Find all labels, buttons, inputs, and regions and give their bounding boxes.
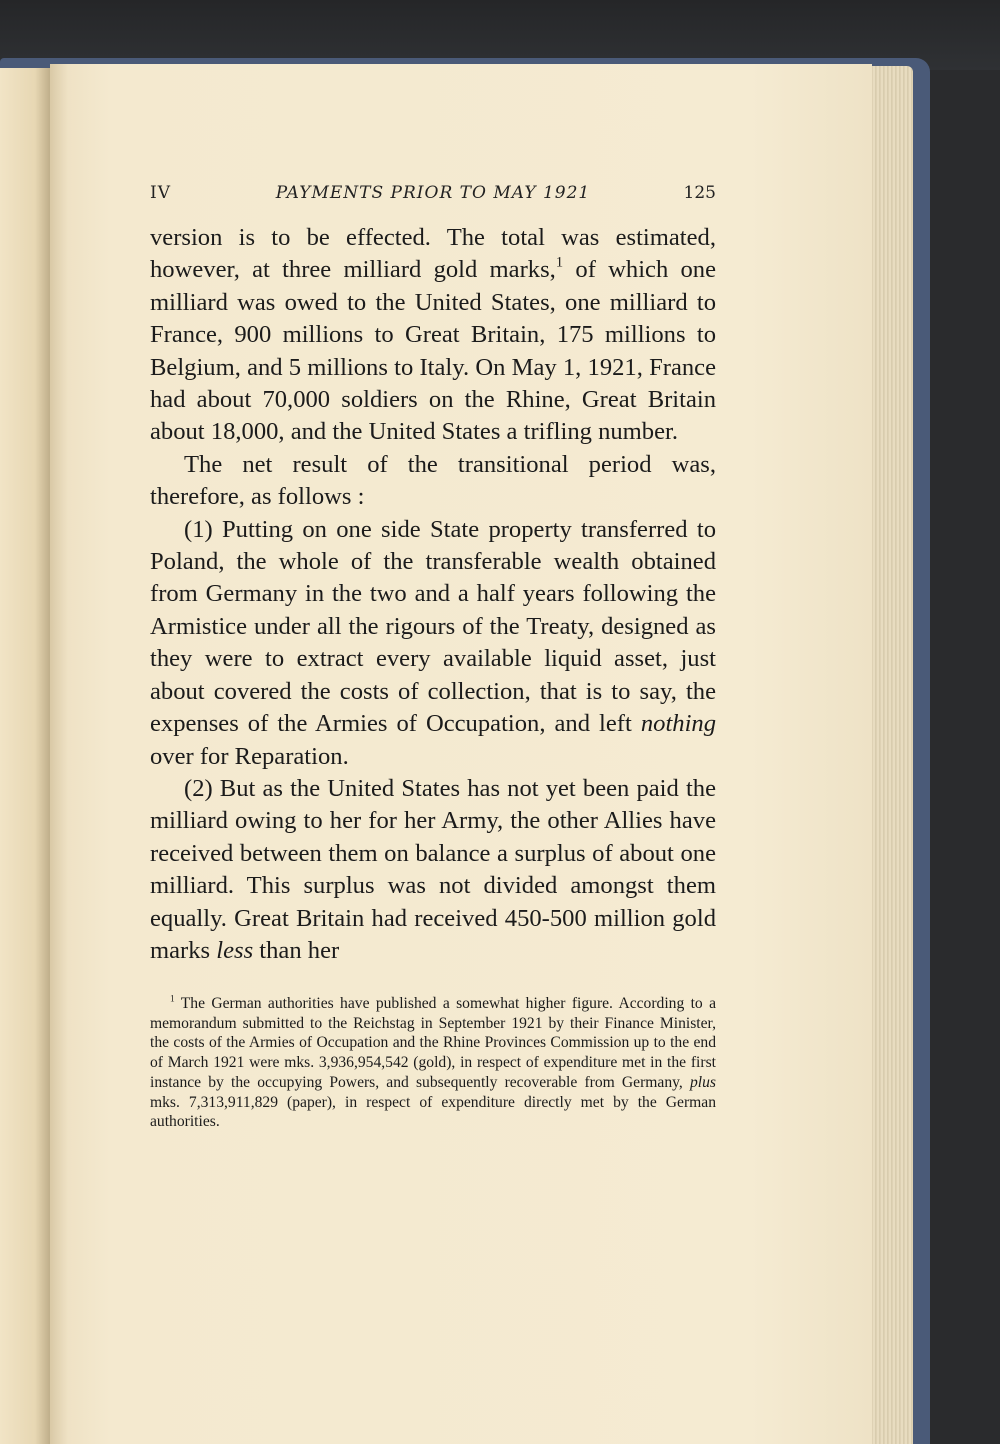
- body-text: [150, 222, 716, 967]
- p4-text-a: (2) But as the United States has not yet been paid the milliard owing to her for her Army, the other Allies have received between them on balance a surplus of about one milliard. This surplus was not divided amongst them equally. Great Britain had received 450-500 million gold marks: [150, 774, 716, 964]
- footnote-text-a: The German authorities have published a somewhat higher figure. According to a memorandum submitted to the Reichstag in September 1921 by their Finance Minister, the costs of the Armies of Occupation and the Rhine Provinces Commission up to the end of March 1921 were mks. 3,936,954,542 (gold), in respect of expenditure met in the first instance by the occupying Powers, and subsequently recoverable from Germany,: [150, 995, 716, 1091]
- paragraph-1: [150, 222, 716, 449]
- p4-emphasis: less: [216, 936, 254, 964]
- footnote-emphasis: plus: [690, 1073, 716, 1091]
- page-edges: [865, 66, 913, 1444]
- p1-text-b: of which one milliard was owed to the United States, one milliard to France, 900 millions to Great Britain, 175 millions to Belgium, and 5 millions to Italy. On May 1, 1921, France had about 70,000 soldiers on the Rhine, Great Britain about 18,000, and the United States a trifling number.: [150, 256, 716, 446]
- running-head: [150, 183, 716, 213]
- p3-emphasis: nothing: [640, 710, 716, 738]
- page-number: 125: [683, 183, 716, 203]
- p1-text-a: version is to be effected. The total was estimated, however, at three milliard gold marks,: [150, 224, 716, 284]
- p3-text-a: (1) Putting on one side State property transferred to Poland, the whole of the transferable wealth obtained from Germany in the two and a half years following the Armistice under all the rigours of the Treaty, designed as they were to extract every available liquid asset, just about covered the costs of collection, that is to say, the expenses of the Armies of Occupation, and left: [150, 515, 716, 738]
- p4-text-b: than her: [253, 936, 340, 964]
- paragraph-2: The net result of the transitional period was, therefore, as follows :: [150, 450, 716, 511]
- running-title: PAYMENTS PRIOR TO MAY 1921: [275, 183, 591, 203]
- paragraph-3: [150, 514, 716, 773]
- footnote-marker: 1: [170, 994, 175, 1005]
- paragraph-4: [150, 773, 716, 967]
- footnote: [150, 994, 716, 1132]
- footnote-text-b: mks. 7,313,911,829 (paper), in respect of expenditure directly met by the German authorities.: [150, 1093, 716, 1131]
- chapter-number: IV: [150, 183, 171, 203]
- footnote-1: [150, 994, 716, 1132]
- facing-page: [0, 68, 50, 1444]
- footnote-ref: 1: [555, 255, 564, 272]
- p3-text-b: over for Reparation.: [150, 742, 349, 770]
